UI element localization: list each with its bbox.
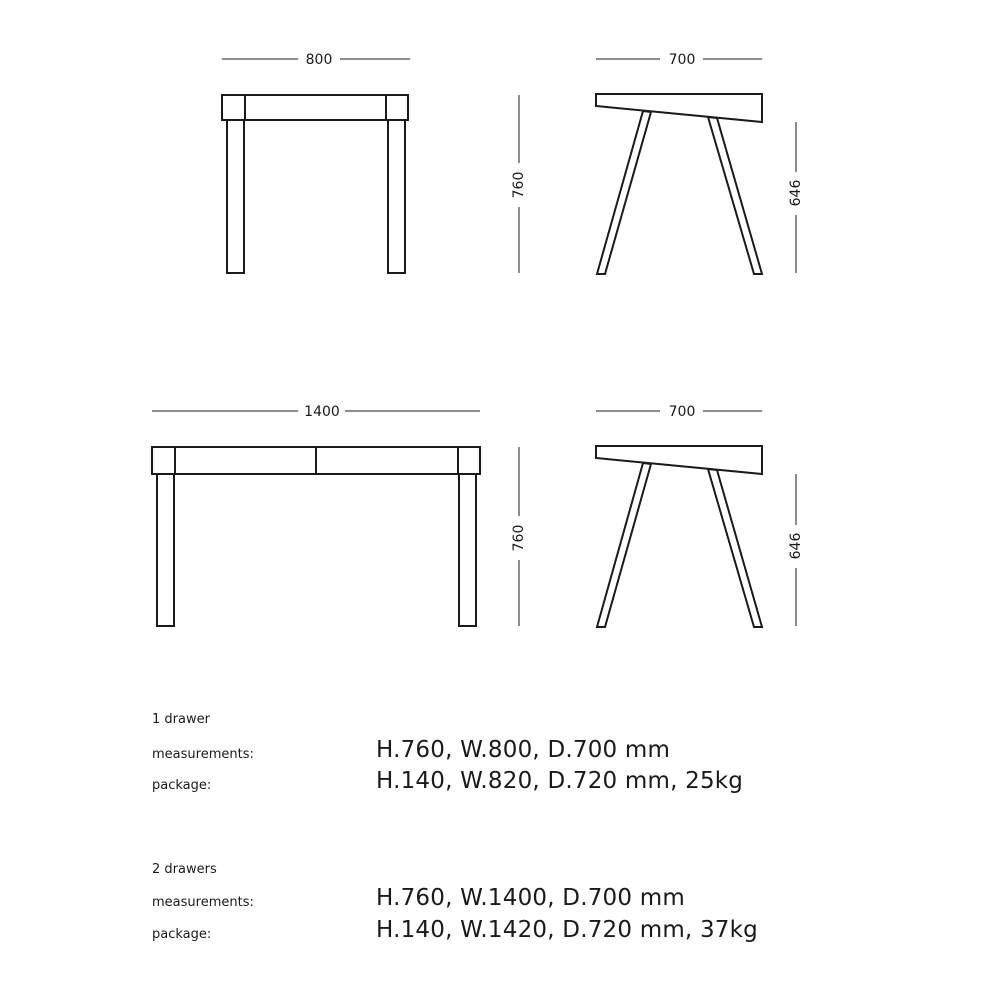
large-side-depth-label: 700 [668, 404, 696, 420]
front-leg [597, 111, 651, 274]
back-leg [708, 117, 762, 274]
desk-top-profile [596, 94, 762, 122]
front-view-large-desk [152, 447, 480, 626]
small-side-depth-label: 700 [668, 52, 696, 68]
large-front-width-label: 1400 [304, 404, 340, 420]
small-side-height-label: 646 [788, 179, 804, 207]
right-leg [459, 474, 476, 626]
measurements-label: measurements: [152, 895, 254, 910]
package-value: H.140, W.820, D.720 mm, 25kg [376, 768, 744, 794]
measurements-value: H.760, W.1400, D.700 mm [376, 885, 685, 911]
small-front-height-label: 760 [511, 171, 527, 199]
spec-title: 2 drawers [152, 862, 217, 877]
large-side-height-label: 646 [788, 532, 804, 560]
package-label: package: [152, 927, 212, 942]
package-label: package: [152, 778, 212, 793]
side-view-large-desk [596, 446, 762, 627]
measurements-value: H.760, W.800, D.700 mm [376, 737, 671, 763]
package-value: H.140, W.1420, D.720 mm, 37kg [376, 917, 758, 943]
back-leg [708, 469, 762, 627]
side-view-small-desk [596, 94, 762, 274]
right-leg [388, 120, 405, 273]
front-leg [597, 463, 651, 627]
left-leg [227, 120, 244, 273]
desk-top-profile [596, 446, 762, 474]
large-front-height-label: 760 [511, 524, 527, 552]
left-leg [157, 474, 174, 626]
spec-title: 1 drawer [152, 712, 210, 727]
small-front-width-label: 800 [305, 52, 333, 68]
measurements-label: measurements: [152, 747, 254, 762]
front-view-small-desk [222, 95, 408, 273]
desk-top-frame [222, 95, 408, 120]
